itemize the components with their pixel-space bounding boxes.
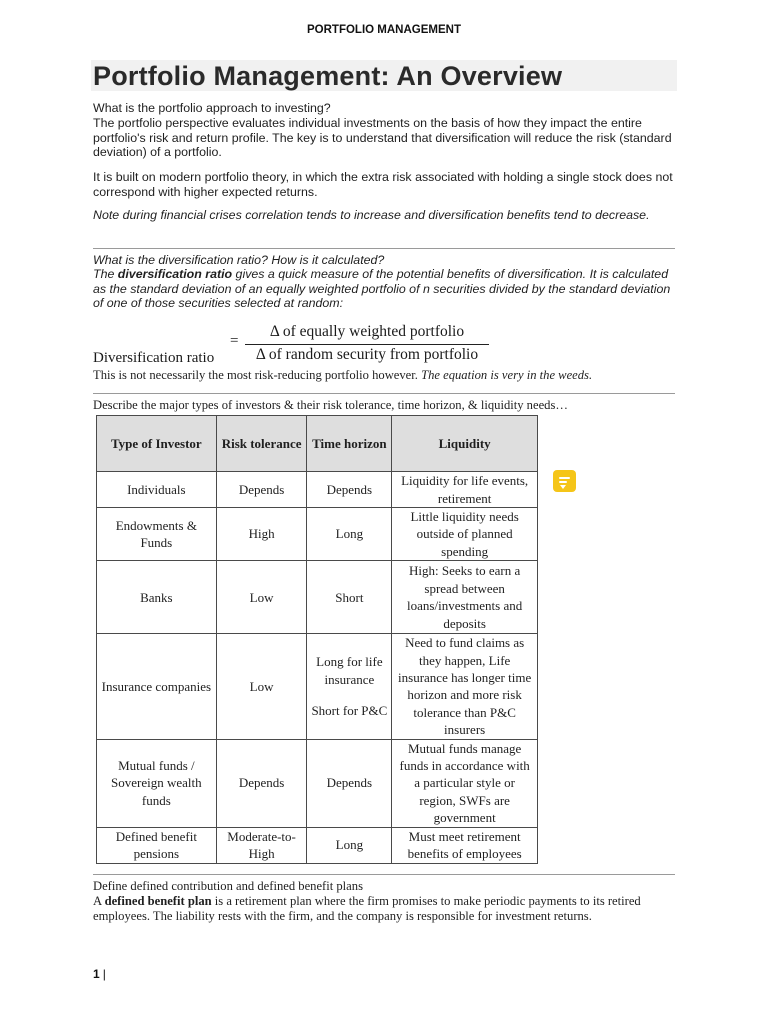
comment-icon[interactable] [553, 470, 576, 492]
plans-def-prefix: A [93, 894, 105, 908]
cell-risk: Low [216, 561, 307, 634]
cell-type: Defined benefit pensions [97, 827, 217, 863]
investors-question: Describe the major types of investors & their risk tolerance, time horizon, & liquidity needs… [93, 398, 568, 412]
cell-time: Depends [307, 739, 392, 827]
cell-type: Individuals [97, 472, 217, 508]
table-row [97, 508, 538, 561]
section-divider [93, 248, 675, 249]
cell-liquidity: Must meet retirement benefits of employees [392, 827, 538, 863]
section-divider [93, 393, 675, 394]
page-title: Portfolio Management: An Overview [93, 61, 563, 91]
definition-text: gives a quick measure of the potential benefits of diversification. It is calculated as the standard deviation of an equally weighted portfolio of n securities divided by the standard deviation of one of those securities selected at random: [93, 267, 671, 311]
table-row [97, 739, 538, 827]
cell-type: Banks [97, 561, 217, 634]
diversification-definition [93, 267, 681, 311]
cell-risk: Low [216, 634, 307, 739]
formula-denominator: Δ of random security from portfolio [255, 346, 479, 363]
cell-time [307, 634, 392, 739]
plans-def-text: is a retirement plan where the firm promises to make periodic payments to its retired employees. The liability rests with the firm, and the company is responsible for investment returns. [93, 894, 641, 924]
definition-prefix: The [93, 267, 118, 281]
table-row [97, 472, 538, 508]
cell-time-line-1: Long for life insurance [316, 654, 383, 687]
column-header-type: Type of Investor [97, 416, 217, 472]
investor-types-table [96, 415, 538, 864]
cell-liquidity: Little liquidity needs outside of planned spending [392, 508, 538, 561]
cell-time: Long [307, 827, 392, 863]
cell-risk: High [216, 508, 307, 561]
intro-paragraph-2: It is built on modern portfolio theory, in which the extra risk associated with holding a single stock does not correspond with higher expected returns. [93, 170, 673, 199]
plans-definition [93, 894, 681, 924]
cell-liquidity: Liquidity for life events, retirement [392, 472, 538, 508]
cell-risk: Depends [216, 472, 307, 508]
page-footer [93, 967, 106, 981]
note-plain: This is not necessarily the most risk-reducing portfolio however. [93, 368, 422, 382]
note-italic: The equation is very in the weeds. [421, 368, 593, 382]
page-header: PORTFOLIO MANAGEMENT [307, 24, 461, 36]
section-divider [93, 874, 675, 875]
intro-question: What is the portfolio approach to investing? [93, 101, 331, 115]
footer-separator: | [102, 967, 106, 981]
diversification-question: What is the diversification ratio? How is it calculated? [93, 253, 385, 267]
table-row [97, 827, 538, 863]
column-header-time: Time horizon [307, 416, 392, 472]
formula-equals: = [230, 333, 239, 349]
cell-type: Endowments & Funds [97, 508, 217, 561]
table-row [97, 561, 538, 634]
definition-term: diversification ratio [117, 267, 233, 281]
cell-type: Insurance companies [97, 634, 217, 739]
column-header-liquidity: Liquidity [392, 416, 538, 472]
formula-numerator: Δ of equally weighted portfolio [269, 323, 465, 340]
intro-paragraph-1: The portfolio perspective evaluates individual investments on the basis of how they impact the entire portfolio's risk and return profile. The key is to understand that diversification will reduce the risk (standard deviation) of a portfolio. [93, 116, 672, 160]
cell-risk: Moderate-to-High [216, 827, 307, 863]
plans-def-term: defined benefit plan [104, 894, 212, 908]
cell-liquidity: Need to fund claims as they happen, Life insurance has longer time horizon and more risk tolerance than P&C insurers [392, 634, 538, 739]
column-header-risk: Risk tolerance [216, 416, 307, 472]
cell-time: Depends [307, 472, 392, 508]
table-header-row [97, 416, 538, 472]
diversification-note [93, 368, 681, 384]
formula-fraction-bar [245, 344, 489, 345]
page-number: 1 [93, 967, 100, 981]
cell-liquidity: High: Seeks to earn a spread between loans/investments and deposits [392, 561, 538, 634]
cell-liquidity: Mutual funds manage funds in accordance with a particular style or region, SWFs are government [392, 739, 538, 827]
cell-type: Mutual funds / Sovereign wealth funds [97, 739, 217, 827]
table-row [97, 634, 538, 739]
cell-time: Long [307, 508, 392, 561]
cell-time: Short [307, 561, 392, 634]
cell-risk: Depends [216, 739, 307, 827]
formula-label: Diversification ratio [93, 350, 215, 366]
plans-question: Define defined contribution and defined benefit plans [93, 879, 363, 893]
cell-time-line-2: Short for P&C [311, 703, 388, 719]
intro-note: Note during financial crises correlation tends to increase and diversification benefits tend to decrease. [93, 208, 650, 222]
